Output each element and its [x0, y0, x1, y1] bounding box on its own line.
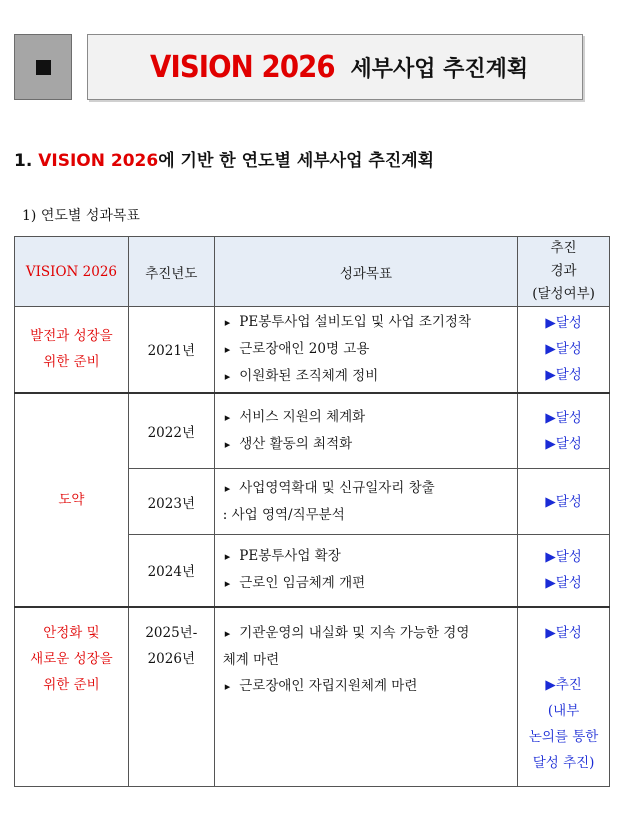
category-line: 발전과 성장을 [30, 328, 113, 345]
table-row [15, 307, 610, 393]
result-item: ▶달성 [545, 493, 582, 510]
result-cell [518, 535, 610, 607]
result-item: (내부 [547, 702, 580, 719]
goal-cell [214, 307, 517, 393]
result-item: ▶달성 [545, 409, 582, 426]
year-line: 2026년 [147, 650, 195, 667]
goal-item: ▸ 이원화된 조직체계 정비 [223, 363, 511, 390]
result-item: 논의를 통한 [528, 728, 599, 745]
header-result-line3: (달성여부) [532, 286, 595, 302]
year-cell: 2024년 [128, 535, 214, 607]
goal-item: ▸ 생산 활동의 최적화 [223, 431, 511, 458]
table-row [15, 607, 610, 787]
result-item: ▶달성 [545, 549, 582, 566]
year-cell: 2023년 [128, 469, 214, 535]
header-result-line2: 경과 [550, 263, 577, 279]
title-text: 세부사업 추진계획 [350, 56, 529, 82]
year-cell: 2022년 [128, 393, 214, 469]
category-line: 안정화 및 [43, 624, 100, 641]
section-vision: VISION 2026 [38, 151, 159, 171]
goal-continuation: 체계 마련 [222, 651, 280, 668]
category-line: 새로운 성장을 [30, 650, 113, 667]
result-cell [518, 393, 610, 469]
goals-table [14, 236, 610, 787]
category-line: 위한 준비 [43, 354, 100, 371]
title-vision: VISION 2026 [149, 49, 335, 85]
goal-item: ▸ 사업영역확대 및 신규일자리 창출 [223, 475, 511, 502]
title-banner [87, 34, 583, 100]
header-year: 추진년도 [128, 237, 214, 307]
year-cell [128, 607, 214, 787]
category-cell: 도약 [15, 393, 129, 607]
square-bullet-icon [36, 60, 51, 75]
goal-item: ▸ 근로장애인 20명 고용 [223, 336, 511, 363]
section-heading [14, 146, 434, 171]
result-cell [518, 307, 610, 393]
category-cell [15, 607, 129, 787]
category-cell [15, 307, 129, 393]
table-row [15, 393, 610, 469]
result-item: ▶달성 [545, 624, 582, 641]
goal-item: ▸ 근로인 임금체계 개편 [223, 570, 511, 597]
goal-item: ▸ 기관운영의 내실화 및 지속 가능한 경영 [223, 620, 511, 647]
section-heading-text: 에 기반 한 연도별 세부사업 추진계획 [158, 151, 435, 171]
goal-item: ▸ 서비스 지원의 체계화 [223, 404, 511, 431]
header-result-line1: 추진 [550, 240, 577, 256]
result-item: 달성 추진) [532, 754, 595, 771]
result-item: ▶달성 [545, 575, 582, 592]
goal-cell [214, 535, 517, 607]
goal-continuation: : 사업 영역/직무분석 [222, 507, 345, 523]
section-number: 1. [14, 151, 33, 171]
header-result [518, 237, 610, 307]
year-cell: 2021년 [128, 307, 214, 393]
goal-item: ▸ PE봉투사업 설비도입 및 사업 조기정착 [223, 309, 511, 336]
result-cell [518, 469, 610, 535]
result-item: ▶달성 [545, 341, 582, 358]
goal-item: ▸ PE봉투사업 확장 [223, 543, 511, 570]
result-item: ▶달성 [545, 367, 582, 384]
header-goal: 성과목표 [214, 237, 517, 307]
table-header-row [15, 237, 610, 307]
result-item: ▶달성 [545, 435, 582, 452]
year-line: 2025년- [145, 624, 198, 641]
subsection-heading: 1) 연도별 성과목표 [22, 208, 140, 224]
header-vision: VISION 2026 [15, 237, 129, 307]
goal-cell [214, 393, 517, 469]
result-cell [518, 607, 610, 787]
result-item: ▶달성 [545, 315, 582, 332]
section-marker [14, 34, 72, 100]
result-item: ▶추진 [545, 676, 582, 693]
goal-cell [214, 469, 517, 535]
result-spacer [518, 646, 609, 672]
category-line: 위한 준비 [43, 676, 100, 693]
goal-cell [214, 607, 517, 787]
goal-item: ▸ 근로장애인 자립지원체계 마련 [223, 673, 511, 700]
